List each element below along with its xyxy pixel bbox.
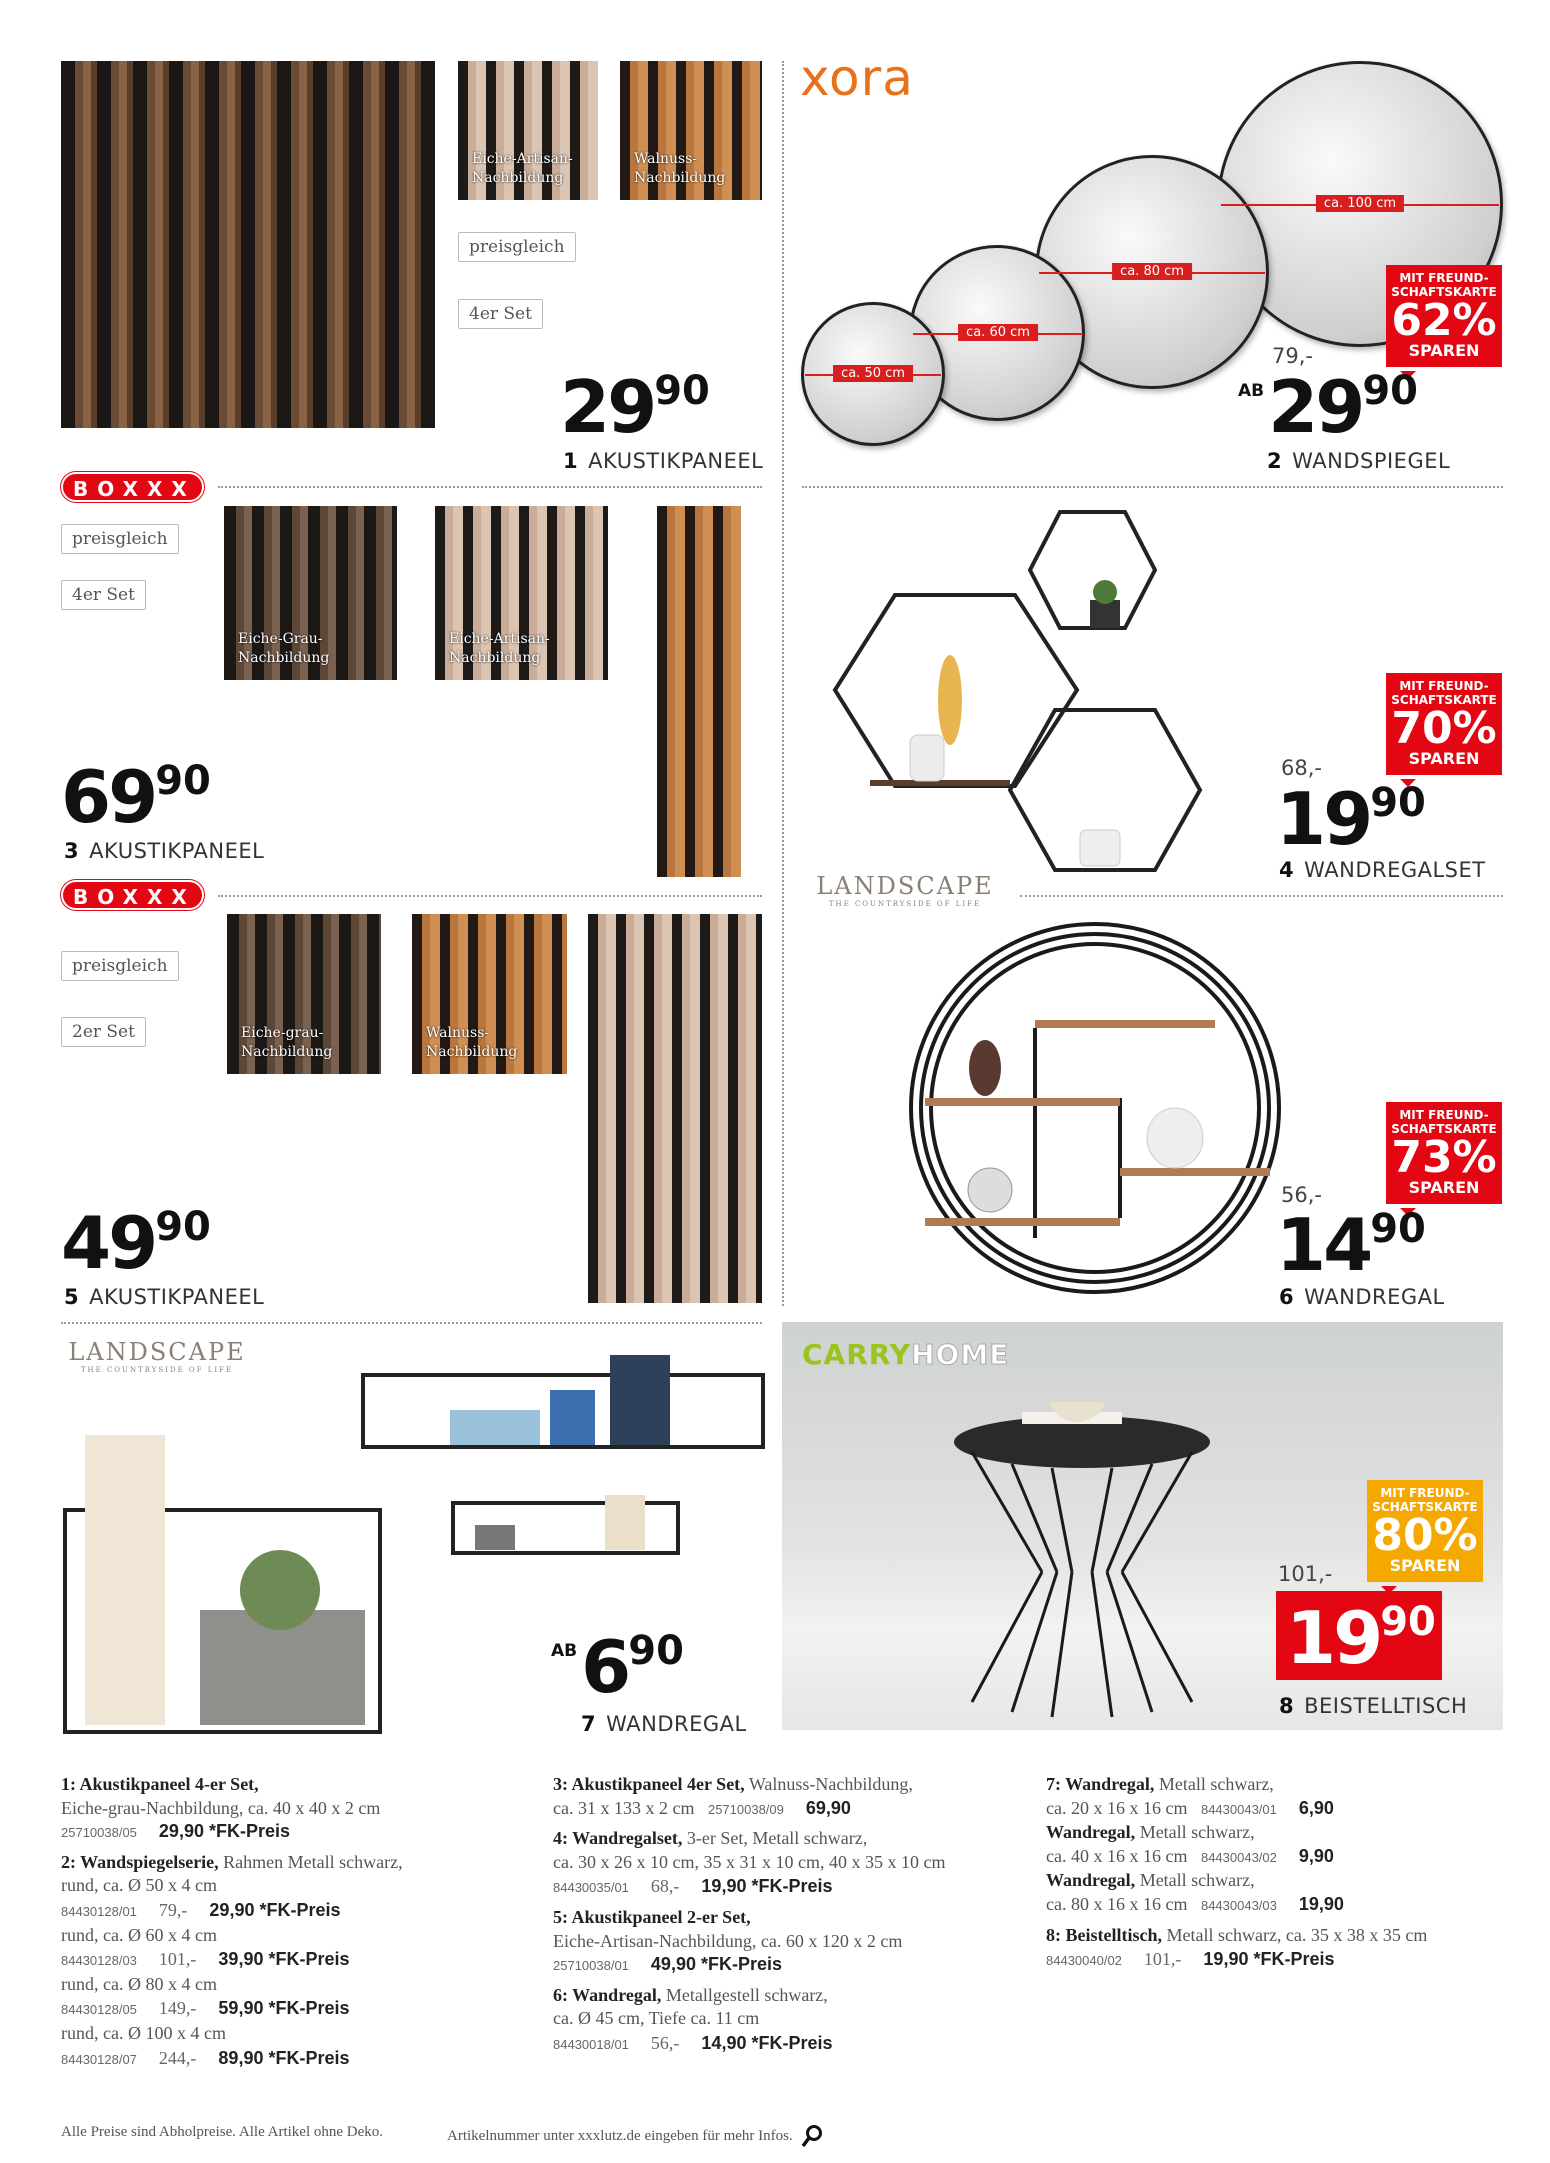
detail-text: ca. Ø 45 cm, Tiefe ca. 11 cm [553, 2008, 760, 2029]
brand-logo-carryhome: CARRYHOME [802, 1338, 1010, 1371]
detail-line [1046, 1845, 1427, 1870]
detail-line [553, 1874, 945, 1900]
article-number: 84430018/01 [553, 2036, 629, 2052]
savings-badge: MIT FREUND- SCHAFTSKARTE 73% SPAREN [1386, 1102, 1502, 1204]
old-price: 68,- [1281, 756, 1322, 780]
detail-line [1046, 1924, 1427, 1948]
detail-line [553, 1906, 945, 1930]
tag-set: 4er Set [458, 299, 543, 329]
brand-logo-xora: xora [800, 49, 914, 107]
round-shelf-image [905, 918, 1285, 1298]
detail-title: 4: Wandregalset, [553, 1828, 683, 1849]
detail-text: ca. 40 x 16 x 16 cm [1046, 1845, 1201, 1866]
detail-old-price: 101,- [1143, 1949, 1182, 1970]
details-column-3 [1046, 1773, 1427, 1973]
detail-title: Wandregal, [1046, 1870, 1136, 1891]
product-name: 5 AKUSTIKPANEEL [64, 1285, 265, 1309]
dimension-marker: ca. 80 cm [1039, 272, 1265, 274]
detail-line [1046, 1869, 1427, 1893]
savings-badge: MIT FREUND- SCHAFTSKARTE 80% SPAREN [1367, 1480, 1483, 1582]
footer-note: Alle Preise sind Abholpreise. Alle Artikel ohne Deko. [61, 2124, 384, 2140]
brand-logo-boxxx: BOXXX [61, 472, 204, 502]
savings-badge: MIT FREUND- SCHAFTSKARTE 70% SPAREN [1386, 673, 1502, 775]
detail-text: ca. 20 x 16 x 16 cm [1046, 1797, 1201, 1818]
side-table-image [952, 1402, 1212, 1722]
article-number: 25710038/01 [553, 1958, 629, 1974]
detail-price: 29,90 *FK-Preis [158, 1821, 290, 1842]
detail-line [553, 1984, 945, 2008]
search-icon[interactable] [801, 2124, 823, 2148]
price: $^{AB}29^{90}$ [1238, 365, 1418, 449]
detail-price: 89,90 *FK-Preis [218, 2047, 350, 2068]
panel-image [588, 914, 762, 1303]
detail-old-price: 56,- [650, 2032, 680, 2053]
detail-line [1046, 1947, 1427, 1973]
price: $69^{90}$ [61, 755, 211, 839]
detail-line [553, 2031, 945, 2057]
detail-line [553, 1797, 945, 1822]
detail-old-price: 68,- [650, 1876, 680, 1897]
footer-info [447, 2124, 823, 2148]
row-divider [61, 1322, 762, 1324]
detail-text: Eiche-grau-Nachbildung, ca. 40 x 40 x 2 cm [61, 1797, 381, 1818]
detail-text: Metallgestell schwarz, [661, 1984, 828, 2005]
brand-logo-boxxx: BOXXX [61, 880, 204, 910]
detail-line [61, 1851, 403, 1875]
old-price: 101,- [1278, 1562, 1333, 1586]
dimension-marker: ca. 100 cm [1221, 204, 1499, 206]
article-number: 84430043/03 [1200, 1897, 1277, 1913]
detail-price: 59,90 *FK-Preis [218, 1998, 350, 2019]
hexagon-shelves-image [830, 500, 1230, 880]
article-number: 84430128/07 [61, 2051, 137, 2067]
detail-line [61, 1874, 403, 1898]
detail-title: 2: Wandspiegelserie, [61, 1851, 219, 1872]
brand-logo-landscape: LANDSCAPE THE COUNTRYSIDE OF LIFE [816, 872, 994, 908]
details-column-2 [553, 1773, 945, 2057]
swatch: Walnuss- Nachbildung [412, 914, 567, 1074]
article-number: 84430128/01 [61, 1903, 137, 1919]
swatch: Eiche-grau- Nachbildung [227, 914, 381, 1074]
swatch [620, 61, 762, 200]
price: $^{AB}6^{90}$ [551, 1625, 684, 1709]
detail-line [61, 1973, 403, 1997]
detail-text: ca. 30 x 26 x 10 cm, 35 x 31 x 10 cm, 40 x 35 x 10 cm [553, 1851, 946, 1872]
detail-text: rund, ca. Ø 80 x 4 cm [61, 1973, 217, 1994]
detail-price: 19,90 [1298, 1893, 1344, 1914]
price: $14^{90}$ [1276, 1203, 1426, 1287]
footer-info-text: Artikelnummer unter xxxlutz.de eingeben für mehr Infos. [447, 2127, 793, 2144]
article-number: 84430043/02 [1200, 1849, 1277, 1865]
row-divider [802, 486, 1503, 488]
dimension-marker: ca. 60 cm [913, 333, 1083, 335]
product-name: 4 WANDREGALSET [1279, 858, 1486, 882]
detail-line [553, 2007, 945, 2031]
detail-line [61, 2046, 403, 2072]
tag-preisgleich: preisgleich [61, 524, 179, 554]
column-divider [782, 61, 784, 1306]
detail-price: 19,90 *FK-Preis [1203, 1949, 1335, 1970]
detail-price: 49,90 *FK-Preis [650, 1954, 782, 1975]
detail-text: rund, ca. Ø 50 x 4 cm [61, 1875, 217, 1896]
detail-line [553, 1930, 945, 1954]
old-price: 56,- [1281, 1183, 1322, 1207]
detail-line [1046, 1893, 1427, 1918]
panel-image [657, 506, 741, 877]
brand-logo-landscape: LANDSCAPE THE COUNTRYSIDE OF LIFE [68, 1338, 246, 1374]
swatch: Eiche-Grau- Nachbildung [224, 506, 397, 680]
product-name: 6 WANDREGAL [1279, 1285, 1445, 1309]
detail-text: ca. 31 x 133 x 2 cm [553, 1797, 708, 1818]
product-name: 3 AKUSTIKPANEEL [64, 839, 265, 863]
detail-line [61, 2022, 403, 2046]
detail-price: 69,90 [805, 1797, 851, 1818]
detail-line [1046, 1797, 1427, 1822]
detail-line [553, 1953, 945, 1978]
detail-line [61, 1924, 403, 1948]
savings-badge: MIT FREUND- SCHAFTSKARTE 62% SPAREN [1386, 265, 1502, 367]
tag-set: 2er Set [61, 1017, 146, 1047]
detail-price: 6,90 [1298, 1797, 1334, 1818]
row-divider [1020, 895, 1503, 897]
detail-old-price: 79,- [158, 1899, 188, 1920]
detail-title: 8: Beistelltisch, [1046, 1924, 1162, 1945]
detail-title: 7: Wandregal, [1046, 1774, 1155, 1794]
detail-text: 3-er Set, Metall schwarz, [682, 1828, 868, 1849]
article-number: 84430128/03 [61, 1953, 137, 1969]
detail-price: 19,90 *FK-Preis [701, 1876, 833, 1897]
price: $29^{90}$ [560, 365, 710, 449]
product-name: 1 AKUSTIKPANEEL [563, 449, 764, 473]
dimension-marker: ca. 50 cm [805, 374, 941, 376]
detail-line [553, 1827, 945, 1851]
detail-text: rund, ca. Ø 60 x 4 cm [61, 1924, 217, 1945]
old-price: 79,- [1272, 344, 1313, 368]
detail-text: Metall schwarz, [1154, 1774, 1274, 1794]
detail-price: 29,90 *FK-Preis [209, 1899, 341, 1920]
article-number: 84430035/01 [553, 1880, 629, 1896]
swatch-label: Walnuss- Nachbildung [634, 151, 726, 186]
article-number: 25710038/09 [707, 1801, 784, 1817]
price: $19^{90}$ [1276, 777, 1426, 861]
detail-line [61, 1898, 403, 1924]
detail-line [553, 1851, 945, 1875]
row-divider [218, 895, 762, 897]
detail-text: rund, ca. Ø 100 x 4 cm [61, 2022, 226, 2043]
tag-preisgleich: preisgleich [458, 232, 576, 262]
article-number: 84430128/05 [61, 2002, 137, 2018]
detail-title: 3: Akustikpaneel 4er Set, [553, 1774, 745, 1794]
detail-title: 1: Akustikpaneel 4-er Set, [61, 1774, 259, 1794]
detail-old-price: 101,- [158, 1949, 197, 1970]
detail-old-price: 149,- [158, 1998, 197, 2019]
product-name: 2 WANDSPIEGEL [1267, 449, 1451, 473]
detail-line [553, 1773, 945, 1797]
tag-set: 4er Set [61, 580, 146, 610]
swatch-label: Eiche-Artisan- Nachbildung [472, 151, 573, 186]
detail-text: Metall schwarz, [1135, 1822, 1255, 1843]
detail-text: ca. 80 x 16 x 16 cm [1046, 1893, 1201, 1914]
detail-line [1046, 1821, 1427, 1845]
tag-preisgleich: preisgleich [61, 951, 179, 981]
detail-price: 14,90 *FK-Preis [701, 2032, 833, 2053]
detail-title: 6: Wandregal, [553, 1984, 662, 2005]
detail-text: Metall schwarz, ca. 35 x 38 x 35 cm [1161, 1924, 1428, 1945]
detail-line [61, 1820, 403, 1845]
detail-price: 9,90 [1298, 1845, 1334, 1866]
detail-line [1046, 1773, 1427, 1797]
swatch: Eiche-Artisan- Nachbildung [435, 506, 608, 680]
detail-text: Rahmen Metall schwarz, [218, 1851, 403, 1872]
article-number: 84430040/02 [1046, 1953, 1122, 1969]
detail-text: Walnuss-Nachbildung, [744, 1774, 913, 1794]
product-name: 8 BEISTELLTISCH [1279, 1694, 1468, 1718]
details-column-1 [61, 1773, 403, 2071]
price: $19^{90}$ [1286, 1596, 1436, 1680]
detail-price: 39,90 *FK-Preis [218, 1949, 350, 1970]
product-name: 7 WANDREGAL [581, 1712, 747, 1736]
detail-title: Wandregal, [1046, 1822, 1136, 1843]
price-box [1276, 1591, 1442, 1680]
detail-text: Eiche-Artisan-Nachbildung, ca. 60 x 120 x 2 cm [553, 1930, 903, 1951]
row-divider [218, 486, 762, 488]
swatch [458, 61, 598, 200]
detail-line [61, 1773, 403, 1797]
detail-line [61, 1996, 403, 2022]
price: $49^{90}$ [61, 1201, 211, 1285]
article-number: 84430043/01 [1200, 1801, 1277, 1817]
detail-text: Metall schwarz, [1135, 1870, 1255, 1891]
detail-old-price: 244,- [158, 2047, 197, 2068]
article-number: 25710038/05 [61, 1825, 137, 1841]
panel-image [61, 61, 435, 428]
detail-line [61, 1947, 403, 1973]
detail-line [61, 1797, 403, 1821]
detail-title: 5: Akustikpaneel 2-er Set, [553, 1906, 751, 1927]
